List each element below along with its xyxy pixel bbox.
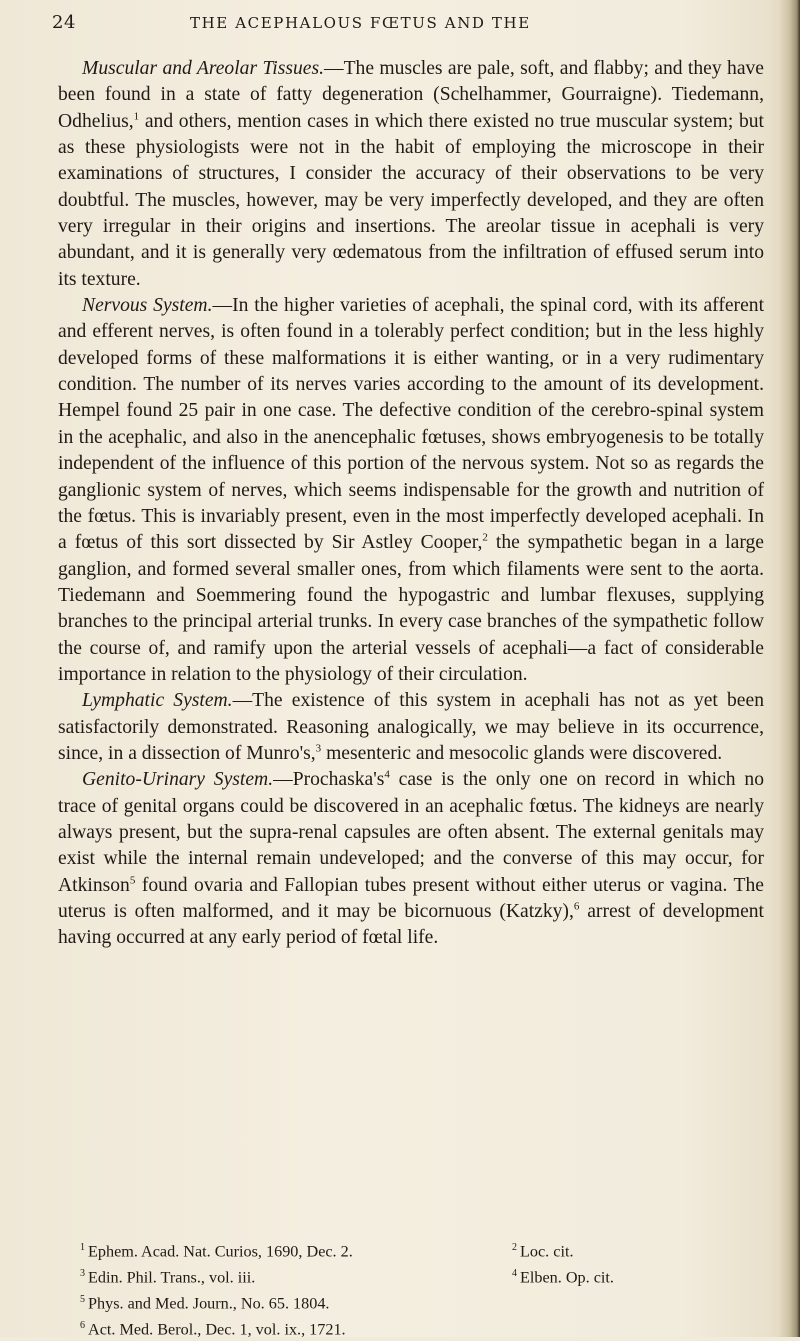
- paragraph-text: and others, mention cases in which there existed no true muscular system; but as these physiologists were not in the habit of employing the microscope in their examinations of structures, I consider the accuracy of their observations to be very doubtful. The muscles, however, may be very imperfectly developed, and they are often very irregular in their origins and insertions. The areolar tissue in acephali is very abundant, and it is generally very œdematous from the infiltration of effused serum into its texture.: [58, 110, 764, 290]
- section-heading: Genito-Urinary System.: [82, 769, 274, 791]
- paragraph-text: arrest of development having occurred at any early period of fœtal life.: [58, 901, 765, 949]
- footnote-3: $^3$ Edin. Phil. Trans., vol. iii.: [80, 1267, 256, 1287]
- footnote-row: [58, 1263, 758, 1289]
- footnote-ref: 3: [315, 742, 322, 755]
- footnotes: [58, 1237, 758, 1341]
- paragraph: [58, 688, 764, 767]
- paragraph-text: case is the only one on record in which no trace of genital organs could be discovered in an acephalic fœtus. The kidneys are nearly always present, but the supra-renal capsules are often absent. The external genitals may exist while the internal remain undeveloped; and the converse of this may occur, for Atkinson: [58, 769, 764, 896]
- footnote-ref: 1: [133, 110, 140, 123]
- page-edge-shadow: [778, 0, 800, 1337]
- section-heading: Muscular and Areolar Tissues.: [82, 58, 324, 79]
- footnote-5: $^5$ Phys. and Med. Journ., No. 65. 1804.: [80, 1293, 330, 1313]
- footnote-2: $^2$ Loc. cit.: [512, 1242, 574, 1261]
- paragraph: [58, 56, 764, 293]
- body-text: [58, 56, 764, 952]
- section-heading: Lymphatic System.: [82, 690, 233, 712]
- footnote-4: $^4$ Elben. Op. cit.: [512, 1267, 614, 1287]
- footnote-ref: 5: [129, 874, 136, 887]
- paragraph-text: mesenteric and mesocolic glands were discovered.: [321, 742, 723, 764]
- paragraph-text: —The existence of this system in acephali has not as yet been satisfactorily demonstrated. Reasoning analogically, we may believe in its occurrence, since, in a dissection of Munro's,: [58, 690, 764, 764]
- paragraph-text: —Prochaska's: [273, 769, 385, 791]
- page-header: [52, 8, 752, 36]
- footnote-ref: 2: [482, 531, 488, 544]
- footnote-1: $^1$ Ephem. Acad. Nat. Curios, 1690, Dec. 2.: [80, 1242, 353, 1261]
- footnote-row: [58, 1237, 758, 1263]
- page-number: 24: [52, 12, 76, 33]
- section-heading: Nervous System.: [82, 295, 213, 317]
- paragraph: [58, 767, 764, 951]
- footnote-6: $^6$ Act. Med. Berol., Dec. 1, vol. ix., 1721.: [80, 1319, 346, 1339]
- footnote-ref: 6: [573, 900, 580, 913]
- paragraph-text: found ovaria and Fallopian tubes present without either uterus or vagina. The uterus is often malformed, and it may be bicornuous (Katzky),: [58, 874, 764, 922]
- paragraph: [58, 293, 764, 688]
- paragraph-text: —In the higher varieties of acephali, the spinal cord, with its afferent and efferent nerves, is often found in a tolerably perfect condition; but in the less highly developed forms of these malformations it is either wanting, or in a very rudimentary condition. The number of its nerves varies according to the amount of its development. Hempel found 25 pair in one case. The defective condition of the cerebro-spinal system in the acephalic, and also in the anencephalic fœtuses, shows embryogenesis to be totally independent of the influence of this portion of the nervous system. Not so as regards the ganglionic system of nerves, which seems indispensable for the growth and nutrition of the fœtus. This is invariably present, even in the most imperfectly developed acephali. In a fœtus of this sort dissected by Sir Astley Cooper,: [58, 295, 765, 554]
- footnote-ref: 4: [384, 768, 390, 781]
- paragraph-text: the sympathetic began in a large ganglion, and formed several smaller ones, from which filaments were sent to the aorta. Tiedemann and Soemmering found the hypogastric and lumbar flexuses, supplying branches to the principal arterial trunks. In every case branches of the sympathetic follow the course of, and ramify upon the arterial vessels of acephali—a fact of considerable importance in relation to the physiology of their circulation.: [58, 532, 764, 685]
- paragraph-text: —The muscles are pale, soft, and flabby; and they have been found in a state of fatty degeneration (Schelhammer, Gourraigne). Tiedemann, Odhelius,: [58, 58, 765, 132]
- running-head: THE ACEPHALOUS FŒTUS AND THE: [190, 14, 531, 32]
